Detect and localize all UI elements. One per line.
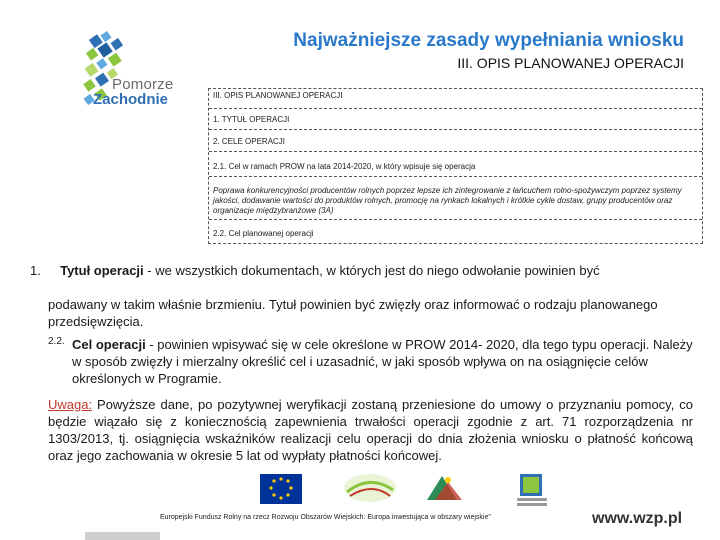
page-title: Najważniejsze zasady wypełniania wniosku (293, 30, 684, 51)
note-label: Uwaga: (48, 397, 93, 412)
item-goal-operation (72, 336, 697, 387)
page-subtitle: III. OPIS PLANOWANEJ OPERACJI (457, 55, 684, 71)
form-row-goal-value: Poprawa konkurencyjności producentów rolnych poprzez lepsze ich zintegrowanie z łańcuchem rolno-spożywczym poprzez systemy jakości, dodawanie wartości do produktów rolnych, promocję na rynkach lokalnych i krótkie cykle dostaw, grupy producentów oraz organizacje międzybranżowe (3A) (209, 177, 702, 220)
funding-logos-icon (252, 470, 592, 512)
leader-logo-icon (427, 476, 462, 500)
item1-continuation: podawany w takim właśnie brzmieniu. Tytuł powinien być zwięzły oraz informować o rodzaju planowanego przedsięwzięcia. (48, 297, 658, 329)
item1-heading: Tytuł operacji (60, 263, 144, 278)
form-row-section: III. OPIS PLANOWANEJ OPERACJI (209, 89, 702, 109)
item2-text: - powinien wpisywać się w cele określone w PROW 2014- 2020, dla tego typu operacji. Należy w sposób zwięzły i mierzalny określić cel i uzasadnić, w jaki sposób wpływa on na osiągnięcie celów określonych w Programie. (72, 337, 693, 386)
note-paragraph (48, 396, 693, 464)
brand-line1: Pomorze (112, 76, 174, 93)
brand-line2: Zachodnie (93, 91, 169, 108)
item-title-operation (30, 262, 690, 279)
item1-number: 1. (30, 263, 41, 278)
ksow-logo-icon (344, 474, 396, 502)
item2-number: 2.2. (48, 336, 65, 347)
form-row-goal-2-2: 2.2. Cel planowanej operacji (213, 229, 314, 238)
form-row-title: 1. TYTUŁ OPERACJI (209, 109, 702, 130)
note-text: Powyższe dane, po pozytywnej weryfikacji zostaną przeniesione do umowy o przyznaniu pomocy, co będzie wiązało się z koniecznością zapewnienia trwałości operacji zgodnie z art. 71 rozporządzenia nr 1303/2013, tj. osiągnięcia wskaźników realizacji celu operacji do dnia złożenia wniosku o płatność końcową oraz jego zachowania w okresie 5 lat od wypłaty płatności końcowej. (48, 397, 693, 463)
program-logo-icon (517, 474, 547, 506)
footer-logos (252, 470, 592, 512)
item1-text: - we wszystkich dokumentach, w których jest do niego odwołanie powinien być (143, 263, 600, 278)
form-row-goal-2-1: 2.1. Cel w ramach PROW na lata 2014-2020, w który wpisuje się operacja (209, 152, 702, 177)
form-excerpt (208, 88, 703, 244)
form-row-goals: 2. CELE OPERACJI (209, 130, 702, 152)
footer-bar (85, 532, 160, 540)
eu-funding-caption: Europejski Fundusz Rolny na rzecz Rozwoju Obszarów Wiejskich: Europa inwestująca w obszary wiejskie" (160, 514, 491, 521)
website-link[interactable]: www.wzp.pl (592, 510, 683, 527)
item2-heading: Cel operacji (72, 337, 146, 352)
